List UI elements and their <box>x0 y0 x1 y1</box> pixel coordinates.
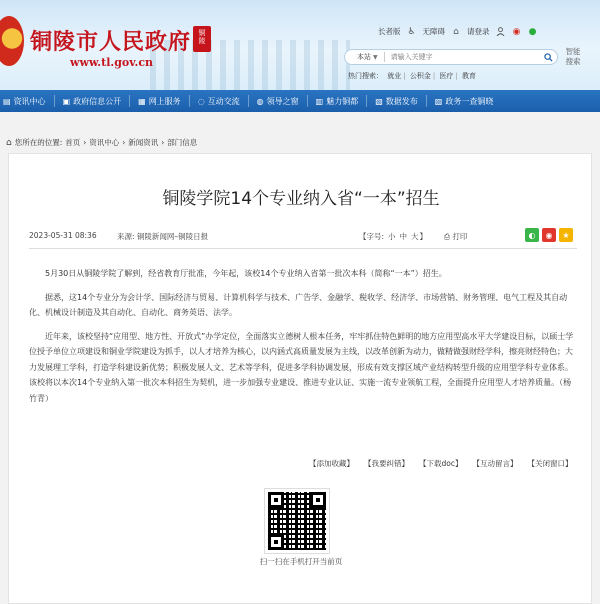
seal-logo: 铜 陵 <box>193 26 211 52</box>
weibo-share-icon[interactable]: ◉ <box>542 228 556 242</box>
article-paragraph: 近年来，该校坚持“应用型、地方性、开放式”办学定位，全面落实立德树人根本任务，牢牢抓住特色鲜明的地方应用型高水平大学建设目标，以硕士学位授予单位立项建设和铜业学院建设为抓手，以人才培养为核心，以内涵式高质量发展为主线，以改革创新为动力，做精做强财经学科，擦亮财经特色；大力发展理工学科，打造学科建设新优势；积极发展人文、艺术等学科，促进多学科协调发展，形成有效支撑区域产业结构转型升级的应用型学科专业体系。该校将以本次14个专业纳入第一批次本科招生为契机，进一步加强专业建设、推进专业认证、实施一流专业领航工程，全面提升应用型人才培养质量。（杨竹青） <box>29 331 574 403</box>
article-source: 来源: 铜陵新闻网–铜陵日报 <box>117 232 209 241</box>
wechat-icon[interactable]: ● <box>528 26 537 37</box>
hot-term[interactable]: 医疗 <box>439 72 454 80</box>
breadcrumb-item[interactable]: 部门信息 <box>167 138 198 147</box>
article-body <box>29 266 577 414</box>
national-emblem-icon <box>0 16 24 66</box>
elder-version-link[interactable]: 长者版 <box>378 27 401 36</box>
nav-item-interaction[interactable]: ◌ 互动交流 <box>197 96 240 106</box>
weibo-icon[interactable]: ◉ <box>512 26 521 37</box>
nav-item-leaders[interactable]: ◍ 领导之窗 <box>256 96 299 106</box>
leave-message-link[interactable]: 【互动留言】 <box>472 459 518 468</box>
smart-search-link[interactable]: 智能搜索 <box>565 47 581 66</box>
download-doc-link[interactable]: 【下载doc】 <box>419 459 463 468</box>
search-scope-select[interactable]: 本站 ▼ <box>345 52 385 62</box>
search-input[interactable] <box>385 53 540 61</box>
top-links <box>378 26 538 37</box>
wechat-share-icon[interactable]: ◐ <box>525 228 539 242</box>
hot-term[interactable]: 公积金 <box>409 72 431 80</box>
nav-item-city[interactable]: ▥ 魅力铜都 <box>315 96 359 106</box>
nav-item-one-search[interactable]: ▨ 政务一查铜晓 <box>434 96 494 106</box>
font-medium-button[interactable]: 中 <box>399 232 408 241</box>
site-title[interactable]: 铜陵市人民政府 <box>30 29 192 55</box>
qzone-share-icon[interactable]: ★ <box>559 228 573 242</box>
report-error-link[interactable]: 【我要纠错】 <box>364 459 409 468</box>
font-size-label: 【字号: <box>359 232 385 241</box>
nav-item-online-service[interactable]: ▦ 网上服务 <box>138 96 181 106</box>
font-small-button[interactable]: 小 <box>388 232 396 241</box>
close-window-link[interactable]: 【关闭窗口】 <box>527 459 573 468</box>
user-icon[interactable] <box>496 27 506 37</box>
article-paragraph: 据悉，这14个专业分为会计学、国际经济与贸易、计算机科学与技术、广告学、金融学、税收学、经济学、市场营销、财务管理、电气工程及其自动化、机械设计制造及其自动化、自动化、商务英语、法学。 <box>29 292 568 317</box>
font-large-button[interactable]: 大 <box>411 232 419 241</box>
article-actions <box>309 458 572 469</box>
house-icon: ⌂ <box>453 26 459 37</box>
breadcrumb-item[interactable]: 资讯中心 <box>89 138 120 147</box>
nav-item-news[interactable]: ▤ 资讯中心 <box>3 96 46 106</box>
publish-date: 2023-05-31 08:36 <box>29 231 97 240</box>
site-url[interactable]: www.tl.gov.cn <box>70 56 154 69</box>
accessible-link[interactable]: 无障碍 <box>422 27 445 36</box>
main-nav <box>0 90 600 112</box>
site-header <box>0 0 600 90</box>
search-bar <box>344 49 558 65</box>
hot-term[interactable]: 就业 <box>387 72 402 80</box>
hot-search-label: 热门搜索： <box>348 72 383 80</box>
article-title: 铜陵学院14个专业纳入省“一本”招生 <box>162 189 440 209</box>
hot-search: 热门搜索： 就业 | 公积金 | 医疗 | 教育 <box>348 72 477 80</box>
print-button[interactable]: ⎙ 打印 <box>444 232 468 241</box>
search-icon[interactable] <box>540 49 556 65</box>
search-icon: ▨ <box>434 96 443 106</box>
breadcrumb-prefix: 您所在的位置: <box>14 138 63 147</box>
city-icon: ▥ <box>315 96 324 106</box>
font-size-close: 】 <box>419 232 428 241</box>
document-icon: ▣ <box>62 96 71 106</box>
service-icon: ▦ <box>138 96 146 106</box>
qr-caption: 扫一扫在手机打开当前页 <box>259 557 343 566</box>
font-size-control <box>359 231 427 242</box>
breadcrumb-item[interactable]: 首页 <box>65 138 81 147</box>
hot-term[interactable]: 教育 <box>462 72 477 80</box>
nav-item-data[interactable]: ▧ 数据发布 <box>375 96 418 106</box>
data-icon: ▧ <box>375 96 383 106</box>
nav-item-gov-info[interactable]: ▣ 政府信息公开 <box>62 96 122 106</box>
leader-icon: ◍ <box>256 96 264 106</box>
accessibility-icon: ♿ <box>407 26 416 37</box>
article-meta <box>29 229 577 249</box>
chat-icon: ◌ <box>197 96 205 106</box>
news-icon: ▤ <box>3 96 11 106</box>
chevron-down-icon: ▼ <box>373 54 378 61</box>
home-icon: ⌂ <box>6 137 12 148</box>
breadcrumb: ⌂ 您所在的位置: 首页 › 资讯中心 › 新闻资讯 › 部门信息 <box>6 137 198 148</box>
article-paragraph: 5月30日从铜陵学院了解到，经省教育厅批准，今年起，该校14个专业纳入省第一批次本科（简称“一本”）招生。 <box>45 269 447 278</box>
breadcrumb-item[interactable]: 新闻资讯 <box>128 138 159 147</box>
login-link[interactable]: 请登录 <box>467 27 490 36</box>
share-buttons <box>525 228 573 242</box>
add-favorite-link[interactable]: 【添加收藏】 <box>309 459 354 468</box>
printer-icon: ⎙ <box>444 232 450 241</box>
article-card <box>8 153 592 604</box>
qr-code <box>265 489 329 553</box>
